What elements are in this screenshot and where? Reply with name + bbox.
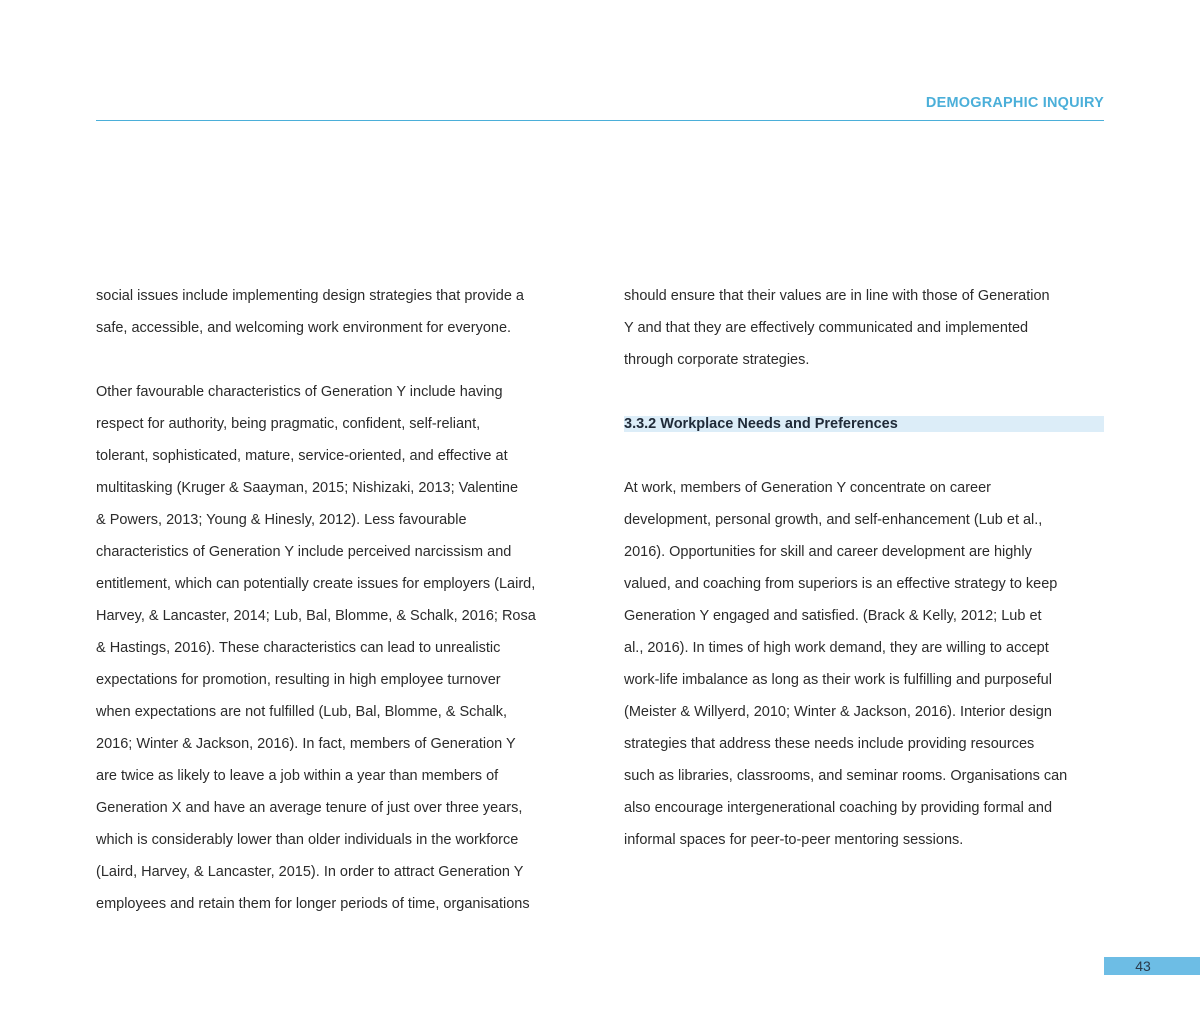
text-line: safe, accessible, and welcoming work environment for everyone. [96,320,512,336]
text-line: Other favourable characteristics of Generation Y include having [96,384,503,400]
text-line: characteristics of Generation Y include perceived narcissism and [96,544,512,560]
text-line: valued, and coaching from superiors is an effective strategy to keep [624,576,1058,592]
text-line: (Meister & Willyerd, 2010; Winter & Jackson, 2016). Interior design [624,704,1052,720]
text-line: such as libraries, classrooms, and seminar rooms. Organisations can [624,768,1068,784]
text-line: & Powers, 2013; Young & Hinesly, 2012). Less favourable [96,512,467,528]
text-line: employees and retain them for longer periods of time, organisations [96,896,530,912]
page-number-tab [1104,957,1200,975]
text-line: expectations for promotion, resulting in high employee turnover [96,672,501,688]
text-line: informal spaces for peer-to-peer mentoring sessions. [624,832,964,848]
right-paragraph-1 [624,280,1104,376]
text-line: Generation Y engaged and satisfied. (Brack & Kelly, 2012; Lub et [624,608,1042,624]
text-line: strategies that address these needs include providing resources [624,736,1035,752]
right-column [624,280,1104,856]
text-line: are twice as likely to leave a job within a year than members of [96,768,499,784]
text-line: through corporate strategies. [624,352,810,368]
subheading-text: 3.3.2 Workplace Needs and Preferences [624,416,898,432]
text-line: & Hastings, 2016). These characteristics can lead to unrealistic [96,640,501,656]
text-line: At work, members of Generation Y concentrate on career [624,480,991,496]
running-header: DEMOGRAPHIC INQUIRY [925,95,1104,111]
text-line: entitlement, which can potentially create issues for employers (Laird, [96,576,536,592]
text-line: social issues include implementing design strategies that provide a [96,288,524,304]
text-line: Generation X and have an average tenure of just over three years, [96,800,523,816]
text-line: respect for authority, being pragmatic, confident, self-reliant, [96,416,481,432]
text-line: should ensure that their values are in line with those of Generation [624,288,1050,304]
text-line: 2016). Opportunities for skill and career development are highly [624,544,1032,560]
paragraph-gap [624,440,1104,472]
paragraph-gap [96,344,576,376]
text-line: (Laird, Harvey, & Lancaster, 2015). In order to attract Generation Y [96,864,524,880]
text-line: 2016; Winter & Jackson, 2016). In fact, members of Generation Y [96,736,516,752]
text-line: development, personal growth, and self-enhancement (Lub et al., [624,512,1043,528]
text-line: Harvey, & Lancaster, 2014; Lub, Bal, Blomme, & Schalk, 2016; Rosa [96,608,536,624]
text-line: tolerant, sophisticated, mature, service-oriented, and effective at [96,448,508,464]
text-line: al., 2016). In times of high work demand, they are willing to accept [624,640,1049,656]
text-line: work-life imbalance as long as their work is fulfilling and purposeful [624,672,1052,688]
section-subheading [624,408,1104,440]
right-paragraph-2 [624,472,1104,856]
page-number: 43 [1135,958,1151,974]
text-line: which is considerably lower than older individuals in the workforce [96,832,519,848]
paragraph-gap [624,376,1104,408]
text-line: Y and that they are effectively communicated and implemented [624,320,1029,336]
left-column [96,280,576,920]
text-line: also encourage intergenerational coaching by providing formal and [624,800,1053,816]
header-rule [96,120,1104,121]
left-paragraph-2 [96,376,576,920]
left-paragraph-1 [96,280,576,344]
text-line: when expectations are not fulfilled (Lub, Bal, Blomme, & Schalk, [96,704,508,720]
text-line: multitasking (Kruger & Saayman, 2015; Nishizaki, 2013; Valentine [96,480,519,496]
